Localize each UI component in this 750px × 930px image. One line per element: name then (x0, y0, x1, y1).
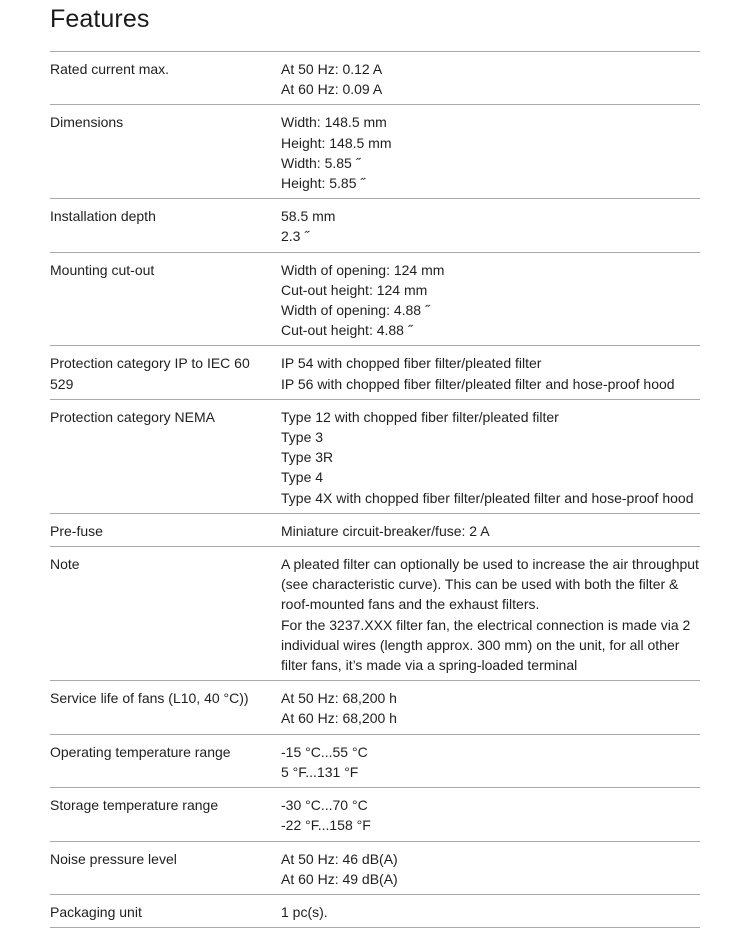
row-value: At 60 Hz: 68,200 h (281, 710, 397, 727)
row-value: Width: 5.85 ˝ (281, 154, 361, 171)
row-value: Width of opening: 4.88 ˝ (281, 302, 430, 319)
row-values (281, 688, 700, 728)
row-value: 5 °F...131 °F (281, 763, 359, 780)
table-row (50, 514, 700, 547)
row-value: -15 °C...55 °C (281, 743, 368, 760)
row-values (281, 554, 700, 675)
row-label: Pre-fuse (50, 522, 103, 539)
row-value: Height: 148.5 mm (281, 134, 392, 151)
features-table (50, 51, 700, 928)
row-values (281, 59, 700, 99)
page-title: Features (50, 5, 150, 33)
row-label: Operating temperature range (50, 743, 231, 760)
row-label: Mounting cut-out (50, 261, 155, 278)
table-row (50, 842, 700, 895)
table-row (50, 735, 700, 788)
row-value: -22 °F...158 °F (281, 817, 371, 834)
row-value: Height: 5.85 ˝ (281, 175, 366, 192)
table-row (50, 681, 700, 734)
row-values (281, 260, 700, 341)
row-values (281, 521, 700, 541)
table-row (50, 400, 700, 514)
row-label: Noise pressure level (50, 850, 177, 867)
row-label: Rated current max. (50, 61, 170, 77)
row-label: Protection category IP to IEC 60 529 (50, 355, 250, 392)
row-value: Type 3 (281, 429, 324, 446)
row-label: Dimensions (50, 114, 124, 131)
row-value: At 50 Hz: 46 dB(A) (281, 850, 398, 867)
table-row (50, 547, 700, 681)
row-label: Packaging unit (50, 903, 142, 920)
row-label: Protection category NEMA (50, 408, 215, 425)
row-value: Width: 148.5 mm (281, 114, 387, 131)
row-value: 1 pc(s). (281, 903, 328, 920)
row-value: Cut-out height: 124 mm (281, 281, 428, 298)
row-label: Note (50, 556, 80, 573)
row-value: IP 56 with chopped fiber filter/pleated filter and hose-proof hood (281, 375, 675, 392)
row-value: At 60 Hz: 49 dB(A) (281, 870, 398, 887)
row-value: Type 4 (281, 469, 324, 486)
table-row (50, 199, 700, 252)
row-values (281, 742, 700, 782)
row-value: A pleated filter can optionally be used to increase the air throughput (see characteristic curve). This can be used with both the filter & roof-mounted fans and the exhaust filters. (281, 556, 699, 613)
row-label: Installation depth (50, 208, 156, 225)
row-values (281, 206, 700, 246)
row-value: Type 3R (281, 449, 334, 466)
row-values (281, 902, 700, 922)
row-values (281, 407, 700, 508)
row-value: Miniature circuit-breaker/fuse: 2 A (281, 522, 490, 539)
row-label: Service life of fans (L10, 40 °C)) (50, 690, 249, 707)
table-row (50, 895, 700, 928)
row-value: Cut-out height: 4.88 ˝ (281, 322, 413, 339)
row-value: At 60 Hz: 0.09 A (281, 81, 383, 98)
row-value: Width of opening: 124 mm (281, 261, 445, 278)
row-label: Storage temperature range (50, 797, 219, 814)
row-values (281, 795, 700, 835)
row-value: 58.5 mm (281, 208, 336, 225)
features-section (50, 0, 700, 928)
row-value: IP 54 with chopped fiber filter/pleated filter (281, 355, 542, 372)
row-value: At 50 Hz: 68,200 h (281, 690, 397, 707)
table-row (50, 253, 700, 347)
table-row (50, 788, 700, 841)
row-values (281, 849, 700, 889)
table-row (50, 346, 700, 399)
row-values (281, 353, 700, 393)
row-value: For the 3237.XXX filter fan, the electrical connection is made via 2 individual wires (length approx. 300 mm) on the unit, for all other filter fans, it’s made via a spring-loaded terminal (281, 616, 691, 674)
table-row (50, 105, 700, 199)
row-values (281, 112, 700, 193)
row-value: Type 4X with chopped fiber filter/pleated filter and hose-proof hood (281, 489, 694, 506)
row-value: -30 °C...70 °C (281, 797, 368, 814)
row-value: At 50 Hz: 0.12 A (281, 61, 383, 77)
table-row (50, 52, 700, 105)
row-value: Type 12 with chopped fiber filter/pleated filter (281, 408, 559, 425)
row-value: 2.3 ˝ (281, 228, 310, 245)
